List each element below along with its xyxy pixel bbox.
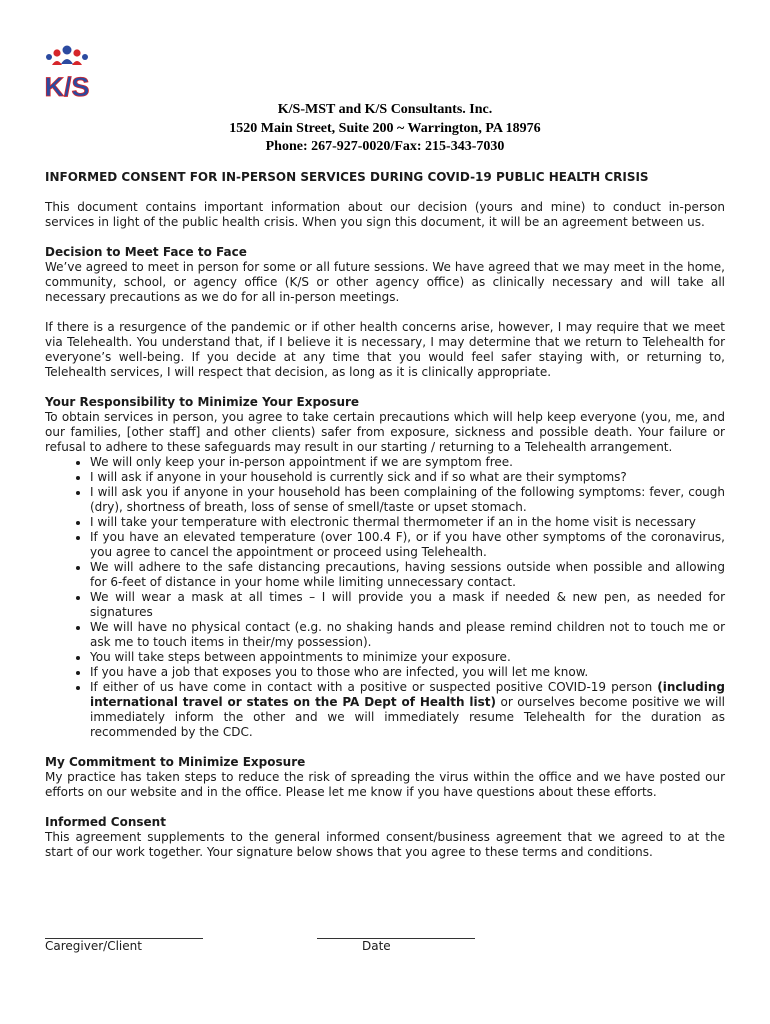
company-phone: Phone: 267-927-0020/Fax: 215-343-7030 xyxy=(265,139,505,154)
decision-paragraph-1: We’ve agreed to meet in person for some or all future sessions. We have agreed that we may meet in the home, community, school, or agency office (K/S or other agency office) as clinically necessary and will take all necessary precautions as we do for all in-person meetings. xyxy=(45,260,725,304)
date-signature-line[interactable] xyxy=(317,938,475,954)
intro-paragraph: This document contains important information about our decision (yours and mine) to conduct in-person services in light of the public health crisis. When you sign this document, it will be an agreement between us. xyxy=(45,200,725,229)
list-item: • We will have no physical contact (e.g. no shaking hands and please remind children not to touch me or ask me to touch items in their/my possession). xyxy=(90,620,725,650)
caregiver-label: Caregiver/Client xyxy=(45,939,142,953)
section-heading-responsibility: Your Responsibility to Minimize Your Exposure xyxy=(45,395,360,409)
logo-text: K/S xyxy=(44,72,90,100)
section-heading-commitment: My Commitment to Minimize Exposure xyxy=(45,755,306,769)
list-item xyxy=(90,680,725,740)
list-item: • If you have an elevated temperature (over 100.4 F), or if you have other symptoms of the coronavirus, you agree to cancel the appointment or proceed using Telehealth. xyxy=(90,530,725,560)
section-heading-consent: Informed Consent xyxy=(45,815,166,829)
letterhead xyxy=(0,101,770,157)
document-body xyxy=(45,170,725,860)
responsibility-paragraph: To obtain services in person, you agree to take certain precautions which will help keep everyone (you, me, and our families, [other staff] and other clients) safer from exposure, sickness and possible death. Your failure or refusal to adhere to these safeguards may result in our starting / returning to a Telehealth arrangement. xyxy=(45,410,725,454)
list-item-text: If either of us have come in contact with a positive or suspected positive COVID-19 person xyxy=(90,680,658,694)
list-item: • We will adhere to the safe distancing precautions, having sessions outside when possible and allowing for 6-feet of distance in your home while limiting unnecessary contact. xyxy=(90,560,725,590)
list-item-bold-text: (including international travel or states on the PA Dept of Health list) xyxy=(90,680,725,709)
list-item: • You will take steps between appointments to minimize your exposure. xyxy=(90,650,725,665)
list-item: • I will ask if anyone in your household is currently sick and if so what are their symptoms? xyxy=(90,470,725,485)
document-title: INFORMED CONSENT FOR IN-PERSON SERVICES DURING COVID-19 PUBLIC HEALTH CRISIS xyxy=(45,170,649,184)
ks-logo xyxy=(44,44,90,100)
list-item: • I will ask you if anyone in your household has been complaining of the following symptoms: fever, cough (dry), shortness of breath, loss of sense of smell/taste or upset stomach. xyxy=(90,485,725,515)
company-address: 1520 Main Street, Suite 200 ~ Warrington, PA 18976 xyxy=(229,120,541,136)
list-item: • If you have a job that exposes you to those who are infected, you will let me know. xyxy=(90,665,725,680)
list-item: • I will take your temperature with electronic thermal thermometer if an in the home visit is necessary xyxy=(90,515,725,530)
precautions-list xyxy=(45,455,725,740)
consent-paragraph: This agreement supplements to the general informed consent/business agreement that we agreed to at the start of our work together. Your signature below shows that you agree to these terms and conditions. xyxy=(45,830,725,859)
decision-paragraph-2: If there is a resurgence of the pandemic or if other health concerns arise, however, I may require that we meet via Telehealth. You understand that, if I believe it is necessary, I may determine that we return to Telehealth for everyone’s well-being. If you decide at any time that you would feel safer staying with, or returning to, Telehealth services, I will respect that decision, as long as it is clinically appropriate. xyxy=(45,320,725,379)
date-label: Date xyxy=(362,939,391,953)
list-item: • We will only keep your in-person appointment if we are symptom free. xyxy=(90,455,725,470)
company-name: K/S-MST and K/S Consultants. Inc. xyxy=(277,102,493,117)
people-icon xyxy=(46,46,88,66)
section-heading-decision: Decision to Meet Face to Face xyxy=(45,245,247,259)
list-item: • We will wear a mask at all times – I will provide you a mask if needed & new pen, as needed for signatures xyxy=(90,590,725,620)
commitment-paragraph: My practice has taken steps to reduce the risk of spreading the virus within the office and we have posted our efforts on our website and in the office. Please let me know if you have questions about these efforts. xyxy=(45,770,725,799)
list-item-text: or ourselves become positive we will immediately inform the other and we will immediately resume Telehealth for the duration as recommended by the CDC. xyxy=(90,695,725,739)
caregiver-signature-line[interactable] xyxy=(45,938,203,954)
